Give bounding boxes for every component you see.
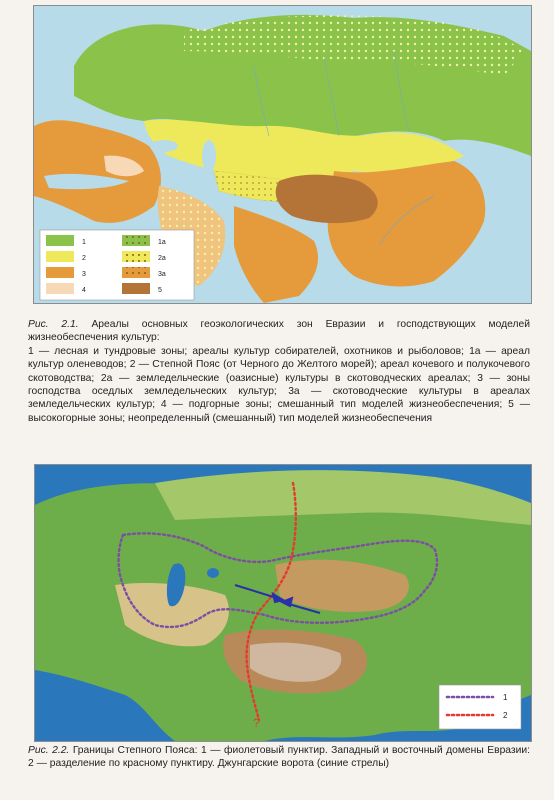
legend-swatch-3: [46, 267, 74, 278]
legend-label-3a: 3a: [158, 271, 166, 278]
figure-2-label: Рис. 2.2.: [28, 745, 70, 756]
legend-swatch-1: [46, 235, 74, 246]
legend-swatch-4: [46, 283, 74, 294]
legend-label-3: 3: [82, 271, 86, 278]
figure-1-label: Рис. 2.1.: [28, 319, 79, 330]
legend-label-1: 1: [503, 693, 508, 702]
zone-3-agriculture-south: [234, 206, 318, 303]
legend-label-2a: 2a: [158, 255, 166, 262]
figure-2-text: Границы Степного Пояса: 1 — фиолетовый пунктир. Западный и восточный домены Евразии: 2 — разделение по красному пунктиру. Джунгарские ворота (синие стрелы): [28, 745, 530, 770]
question-mark: ?: [253, 716, 260, 730]
figure-2-caption: [28, 744, 530, 771]
legend-label-1a: 1a: [158, 239, 166, 246]
legend-label-1: 1: [82, 239, 86, 246]
legend-pattern-2a: [122, 251, 150, 262]
sea-black: [150, 140, 178, 152]
steppe-belt-map: [35, 465, 531, 741]
legend-label-2: 2: [82, 255, 86, 262]
figure-1-map: [33, 5, 532, 304]
sea-caspian: [202, 140, 216, 172]
figure-1-caption: [28, 318, 530, 425]
geo-zones-map: [34, 6, 531, 303]
legend-label-2: 2: [503, 711, 508, 720]
aral-sea: [207, 568, 219, 578]
legend-swatch-5: [122, 283, 150, 294]
legend-pattern-1a: [122, 235, 150, 246]
legend-swatch-2: [46, 251, 74, 262]
figure-1-details: 1 — лесная и тундровые зоны; ареалы культур собирателей, охотников и рыболовов; 1а — ареал культур оленеводов; 2 — Степной Пояс (от Черного до Желтого морей); ареал кочевого и полукочевого скотоводства; 2а — земледельческие (оазисные) культуры в скотоводческих ареалах; 3 — зоны господства оседлых земледельческих культур; 3а — скотоводческие культуры в ареалах земледельческих культур; 4 — подгорные зоны; смешанный тип моделей жизнеобеспечения; 5 — высокогорные зоны; неопределенный (смешанный) тип моделей жизнеобеспечения: [28, 345, 530, 424]
legend-label-4: 4: [82, 287, 86, 294]
legend-pattern-3a: [122, 267, 150, 278]
legend-label-5: 5: [158, 287, 162, 294]
figure-2-legend: [439, 685, 521, 729]
figure-1-title: Ареалы основных геоэкологических зон Евразии и господствующих моделей жизнеобеспечения культур:: [28, 319, 530, 344]
figure-2-map: [34, 464, 532, 742]
